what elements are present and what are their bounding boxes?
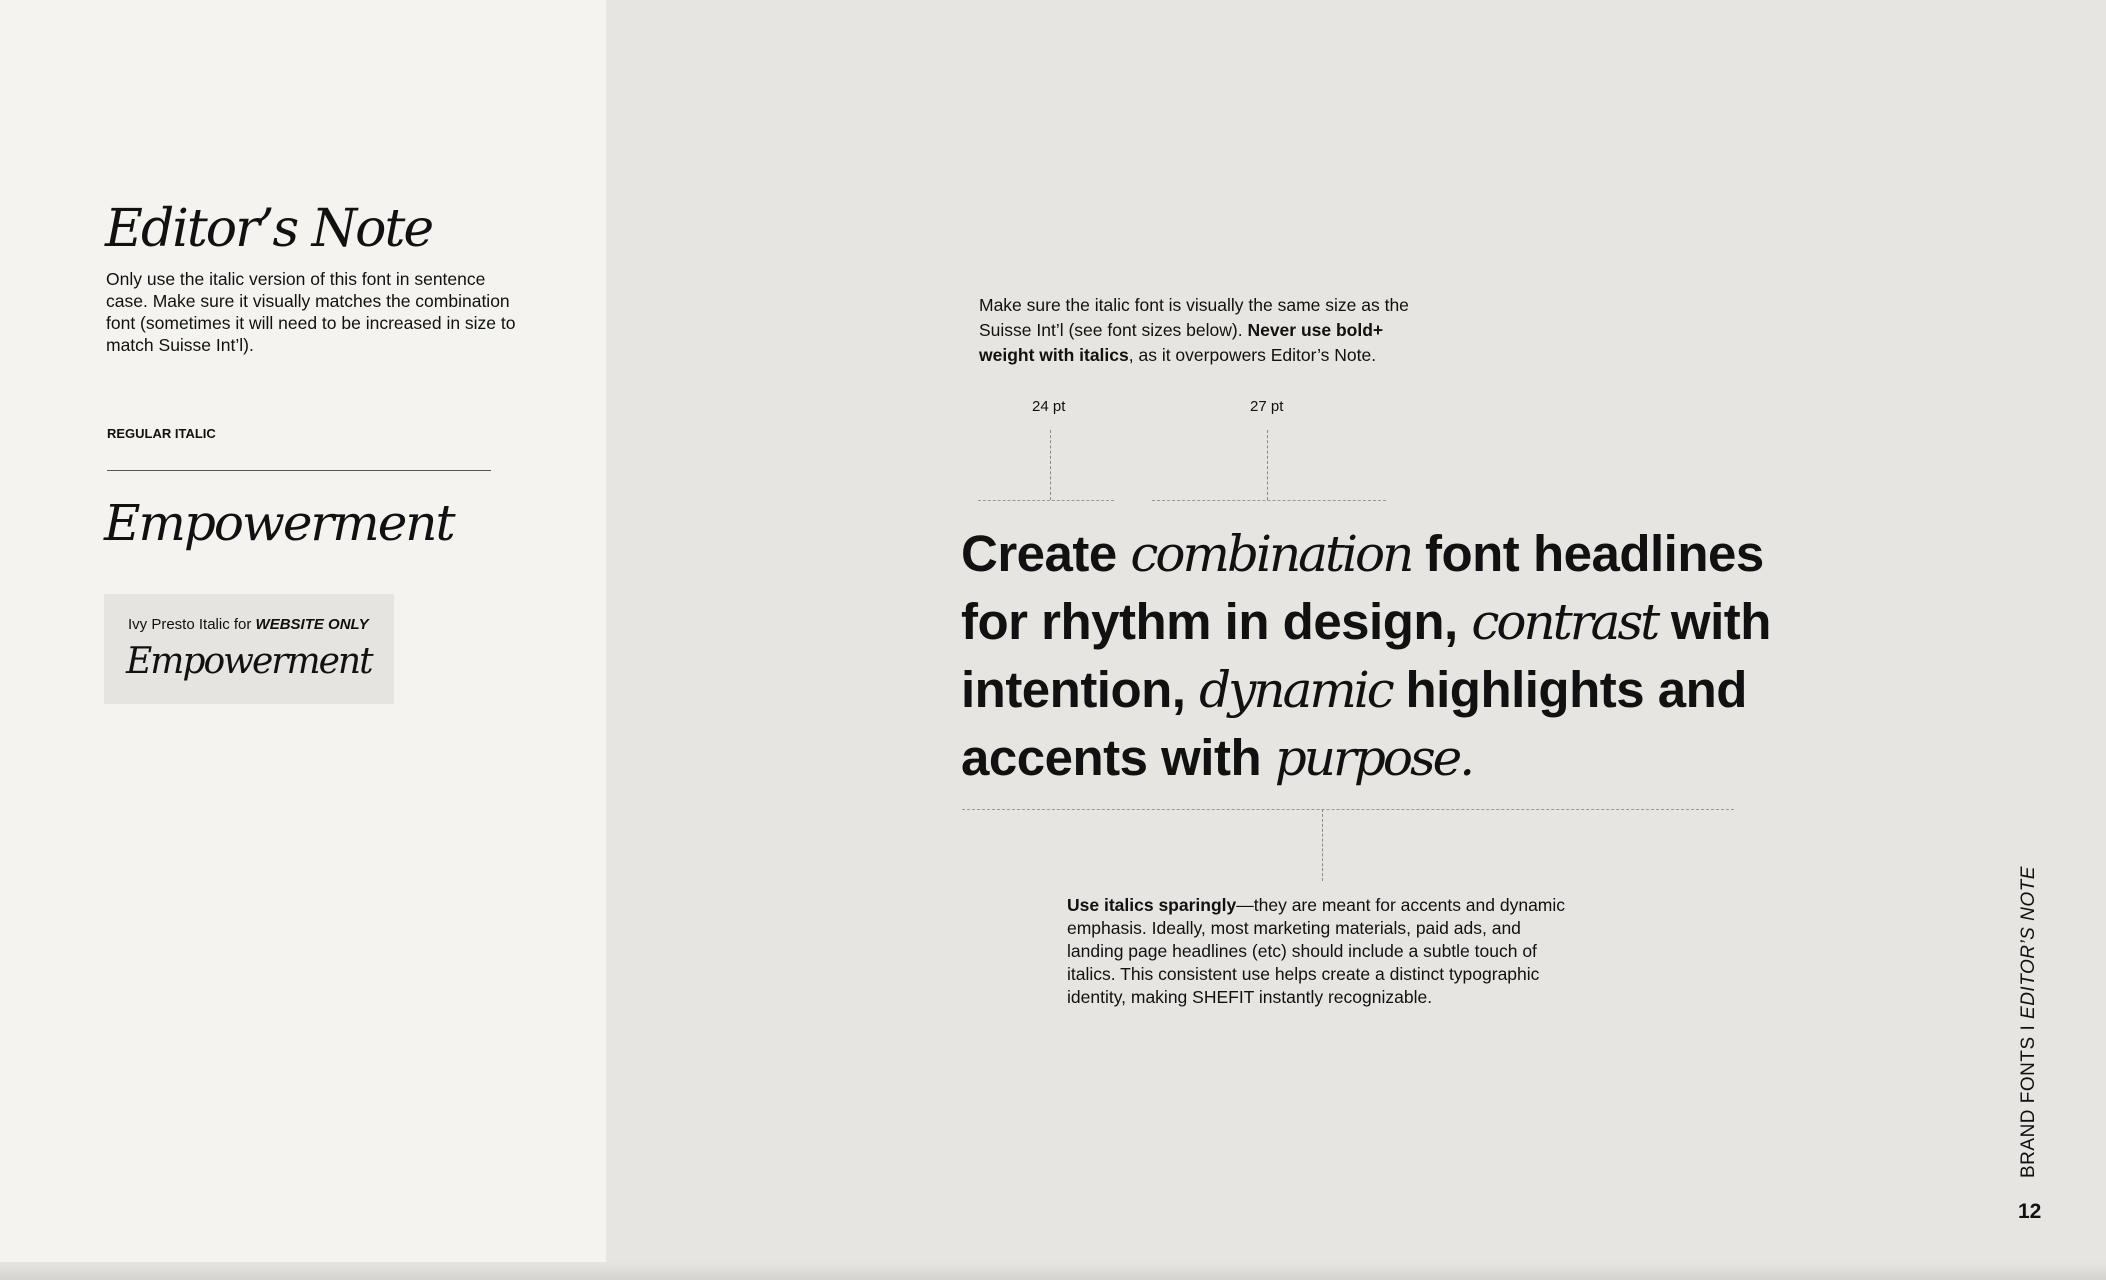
section-label-italic: EDITOR’S NOTE [2018,866,2039,1019]
headline-italic-word: contrast [1471,593,1658,651]
website-font-note [128,616,369,633]
intro-paragraph: Only use the italic version of this font in sentence case. Make sure it visually matches the combination font (sometimes it will need to be increased in size to match Suisse Int’l). [106,269,516,355]
headline-text: highlights and accents with [961,661,1747,786]
headline-text: Create [961,525,1131,582]
page-number: 12 [2018,1200,2042,1223]
size-guide-b [1152,500,1386,501]
size-guidance-note [979,293,1439,368]
size-note-end: , as it overpowers Editor’s Note. [1128,345,1377,365]
usage-note-text: —they are meant for accents and dynamic emphasis. Ideally, most marketing materials, paid ads, and landing page headlines (etc) should include a subtle touch of italics. This consistent use helps create a distinct typographic identity, making SHEFIT instantly recognizable. [1067,895,1566,1007]
page-title: Editor’s Note [105,199,433,259]
size-indicator-line-b [1267,430,1268,500]
headline-text: font headlines for rhythm in design, [961,525,1764,650]
headline-italic-word: combination [1130,525,1412,583]
size-note-text: Make sure the italic font is visually the same size as the Suisse Int’l (see font sizes below). [979,295,1409,340]
usage-note-bold: Use italics sparingly [1067,895,1237,915]
size-indicator-line-a [1050,430,1051,500]
style-label: REGULAR ITALIC [107,426,216,441]
size-label-27pt: 27 pt [1250,398,1284,415]
section-label-text: BRAND FONTS I [2018,1018,2039,1178]
size-label-24pt: 24 pt [1032,398,1066,415]
website-font-box [104,594,394,704]
section-label [2018,866,2040,1178]
italics-usage-note [1067,894,1567,1009]
website-note-emphasis: WEBSITE ONLY [255,616,369,633]
headline-text: with intention, [961,593,1771,718]
size-guide-a [978,500,1114,501]
combination-headline [961,520,1781,792]
website-font-sample: Empowerment [126,641,372,682]
headline-italic-word: dynamic [1199,661,1392,719]
divider [107,470,491,471]
callout-connector [1322,809,1323,881]
page-edge-shadow [0,1262,2106,1280]
headline-underline-guide [962,809,1734,810]
left-panel [0,0,606,1280]
size-note-bold: Never use bold+ weight with italics [979,320,1384,365]
font-sample: Empowerment [104,494,454,552]
headline-italic-word: purpose. [1274,729,1473,787]
website-note-prefix: Ivy Presto Italic for [128,616,256,633]
